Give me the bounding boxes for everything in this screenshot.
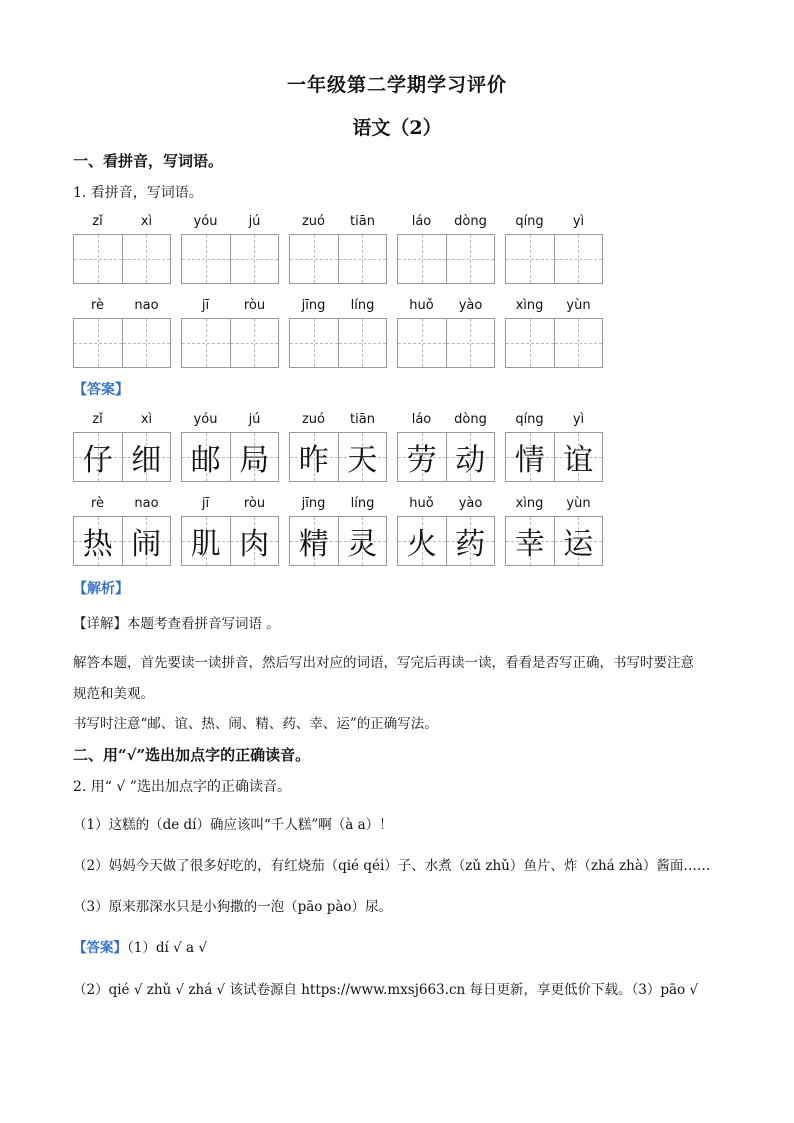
pinyin-label: zǐ — [92, 412, 103, 427]
pinyin-label: líng — [350, 496, 375, 511]
tianzige-cell[interactable] — [290, 319, 338, 367]
pinyin-label: qíng — [515, 412, 544, 427]
tianzige-cell — [74, 433, 122, 481]
pinyin-label: tiān — [350, 412, 375, 427]
pinyin-label: zǐ — [92, 214, 103, 229]
answer-character: 肉 — [239, 527, 270, 562]
answer-character: 劳 — [406, 443, 437, 478]
answer2-label: 【答案】 — [73, 940, 127, 956]
tianzige-cell[interactable] — [446, 235, 495, 283]
pinyin-label: yì — [572, 412, 585, 427]
answer2-text-1: （1）dí √ a √ — [127, 940, 207, 956]
tianzige-cell[interactable] — [122, 235, 171, 283]
answer-label: 【答案】 — [73, 382, 129, 398]
tianzige-cell[interactable] — [554, 319, 603, 367]
pinyin-label: láo — [411, 412, 432, 427]
pinyin-label: zuó — [301, 412, 326, 427]
tianzige-cell[interactable] — [74, 319, 122, 367]
pinyin-label: tiān — [350, 214, 375, 229]
page-subtitle: 语文（2） — [352, 117, 442, 139]
tianzige-cell[interactable] — [398, 319, 446, 367]
answer-word-box — [397, 432, 495, 482]
answer-word-box — [289, 432, 387, 482]
answer-word-box — [181, 516, 279, 566]
question-1: 1. 看拼音，写词语。 — [73, 185, 203, 201]
answer-character: 仔 — [82, 443, 113, 478]
section1-heading: 一、看拼音，写词语。 — [73, 152, 224, 170]
pinyin-label: jī — [201, 496, 210, 511]
analysis-para-1-cont: 规范和美观。 — [73, 686, 154, 702]
tianzige-cell[interactable] — [398, 235, 446, 283]
answer-character: 天 — [347, 443, 378, 478]
tianzige-cell — [290, 433, 338, 481]
answer-character: 邮 — [190, 443, 221, 478]
pinyin-label: yùn — [566, 298, 591, 313]
pinyin-label: jīng — [301, 496, 326, 511]
answer-word-box — [289, 516, 387, 566]
section2-heading: 二、用“√”选出加点字的正确读音。 — [73, 746, 311, 764]
pinyin-label: qíng — [515, 214, 544, 229]
tianzige-cell — [446, 433, 495, 481]
analysis-para-1: 解答本题，首先要读一读拼音，然后写出对应的词语，写完后再读一读，看看是否写正确，书写时要注意 — [73, 655, 694, 671]
analysis-para-2: 书写时注意“邮、谊、热、闹、精、药、幸、运”的正确写法。 — [73, 716, 438, 732]
blank-word-box[interactable] — [397, 318, 495, 368]
blank-word-box[interactable] — [397, 234, 495, 284]
answer-character: 灵 — [347, 527, 378, 562]
tianzige-cell — [182, 517, 230, 565]
tianzige-cell[interactable] — [182, 235, 230, 283]
tianzige-cell — [506, 517, 554, 565]
item-2: （2）妈妈今天做了很多好吃的，有红烧茄（qié qéi）子、水煮（zǔ zhǔ）鱼片、炸（zhá zhà）酱面…… — [73, 858, 711, 874]
pinyin-label: xìng — [515, 298, 544, 313]
tianzige-cell[interactable] — [74, 235, 122, 283]
answer-character: 药 — [455, 527, 486, 562]
tianzige-cell — [554, 517, 603, 565]
answer-character: 局 — [239, 443, 270, 478]
pinyin-label: láo — [411, 214, 432, 229]
pinyin-label: zuó — [301, 214, 326, 229]
answer-character: 细 — [131, 443, 162, 478]
analysis-label: 【解析】 — [73, 581, 129, 597]
pinyin-label: jīng — [301, 298, 326, 313]
pinyin-label: xì — [140, 412, 153, 427]
tianzige-cell[interactable] — [554, 235, 603, 283]
pinyin-label: nao — [134, 298, 159, 313]
pinyin-label: yùn — [566, 496, 591, 511]
tianzige-cell — [398, 433, 446, 481]
pinyin-label: huǒ — [409, 298, 434, 313]
tianzige-cell[interactable] — [446, 319, 495, 367]
answer-character: 肌 — [190, 527, 221, 562]
pinyin-label: ròu — [243, 298, 266, 313]
answer-character: 运 — [563, 527, 594, 562]
answer-character: 幸 — [514, 527, 545, 562]
answer-character: 热 — [82, 527, 113, 562]
answer-word-box — [181, 432, 279, 482]
pinyin-label: líng — [350, 298, 375, 313]
answer-word-box — [505, 432, 603, 482]
tianzige-cell — [182, 433, 230, 481]
tianzige-cell — [338, 433, 387, 481]
item-1: （1）这糕的（de dí）确应该叫“千人糕”啊（à a）！ — [73, 817, 393, 833]
blank-word-box[interactable] — [289, 234, 387, 284]
tianzige-cell — [446, 517, 495, 565]
blank-word-box[interactable] — [505, 234, 603, 284]
tianzige-cell[interactable] — [230, 235, 279, 283]
pinyin-label: yóu — [193, 412, 218, 427]
tianzige-cell — [554, 433, 603, 481]
tianzige-cell — [122, 517, 171, 565]
pinyin-label: yào — [458, 298, 483, 313]
pinyin-label: dòng — [454, 214, 487, 229]
answer-word-box — [505, 516, 603, 566]
answer-character: 情 — [514, 443, 545, 478]
tianzige-cell — [122, 433, 171, 481]
answer-character: 火 — [406, 527, 437, 562]
tianzige-cell — [230, 433, 279, 481]
pinyin-label: yóu — [193, 214, 218, 229]
page-title: 一年级第二学期学习评价 — [286, 74, 507, 96]
answer-word-box — [73, 516, 171, 566]
tianzige-cell[interactable] — [506, 319, 554, 367]
answer2-line-2: （2）qié √ zhǔ √ zhá √ 该试卷源自 https://www.mxsj663.cn 每日更新，享更低价下载。（3）pāo √ — [73, 982, 699, 998]
tianzige-cell[interactable] — [506, 235, 554, 283]
tianzige-cell — [398, 517, 446, 565]
blank-word-box[interactable] — [73, 234, 171, 284]
pinyin-label: xì — [140, 214, 153, 229]
tianzige-cell[interactable] — [230, 319, 279, 367]
tianzige-cell[interactable] — [182, 319, 230, 367]
tianzige-cell[interactable] — [290, 235, 338, 283]
blank-word-box[interactable] — [181, 318, 279, 368]
tianzige-cell[interactable] — [338, 319, 387, 367]
tianzige-cell — [290, 517, 338, 565]
tianzige-cell — [338, 517, 387, 565]
pinyin-label: rè — [90, 496, 105, 511]
tianzige-cell[interactable] — [122, 319, 171, 367]
answer-character: 昨 — [298, 443, 329, 478]
pinyin-label: yì — [572, 214, 585, 229]
item-3: （3）原来那深水只是小狗撒的一泡（pāo pào）尿。 — [73, 899, 393, 915]
detail-text: 【详解】本题考查看拼音写词语 。 — [73, 616, 280, 632]
pinyin-label: jú — [248, 412, 261, 427]
pinyin-label: jī — [201, 298, 210, 313]
tianzige-cell[interactable] — [338, 235, 387, 283]
answer-word-box — [397, 516, 495, 566]
question-2: 2. 用“ √ ”选出加点字的正确读音。 — [73, 779, 291, 795]
blank-word-box[interactable] — [505, 318, 603, 368]
pinyin-label: jú — [248, 214, 261, 229]
blank-word-box[interactable] — [181, 234, 279, 284]
pinyin-label: ròu — [243, 496, 266, 511]
pinyin-label: xìng — [515, 496, 544, 511]
blank-word-box[interactable] — [289, 318, 387, 368]
tianzige-cell — [506, 433, 554, 481]
tianzige-cell — [230, 517, 279, 565]
pinyin-label: dòng — [454, 412, 487, 427]
answer-character: 动 — [455, 443, 486, 478]
blank-word-box[interactable] — [73, 318, 171, 368]
answer2-line-1 — [73, 936, 207, 956]
answer-character: 精 — [298, 527, 329, 562]
answer-character: 闹 — [131, 527, 162, 562]
answer-character: 谊 — [563, 443, 594, 478]
pinyin-label: huǒ — [409, 496, 434, 511]
tianzige-cell — [74, 517, 122, 565]
pinyin-label: rè — [90, 298, 105, 313]
answer-word-box — [73, 432, 171, 482]
pinyin-label: yào — [458, 496, 483, 511]
pinyin-label: nao — [134, 496, 159, 511]
